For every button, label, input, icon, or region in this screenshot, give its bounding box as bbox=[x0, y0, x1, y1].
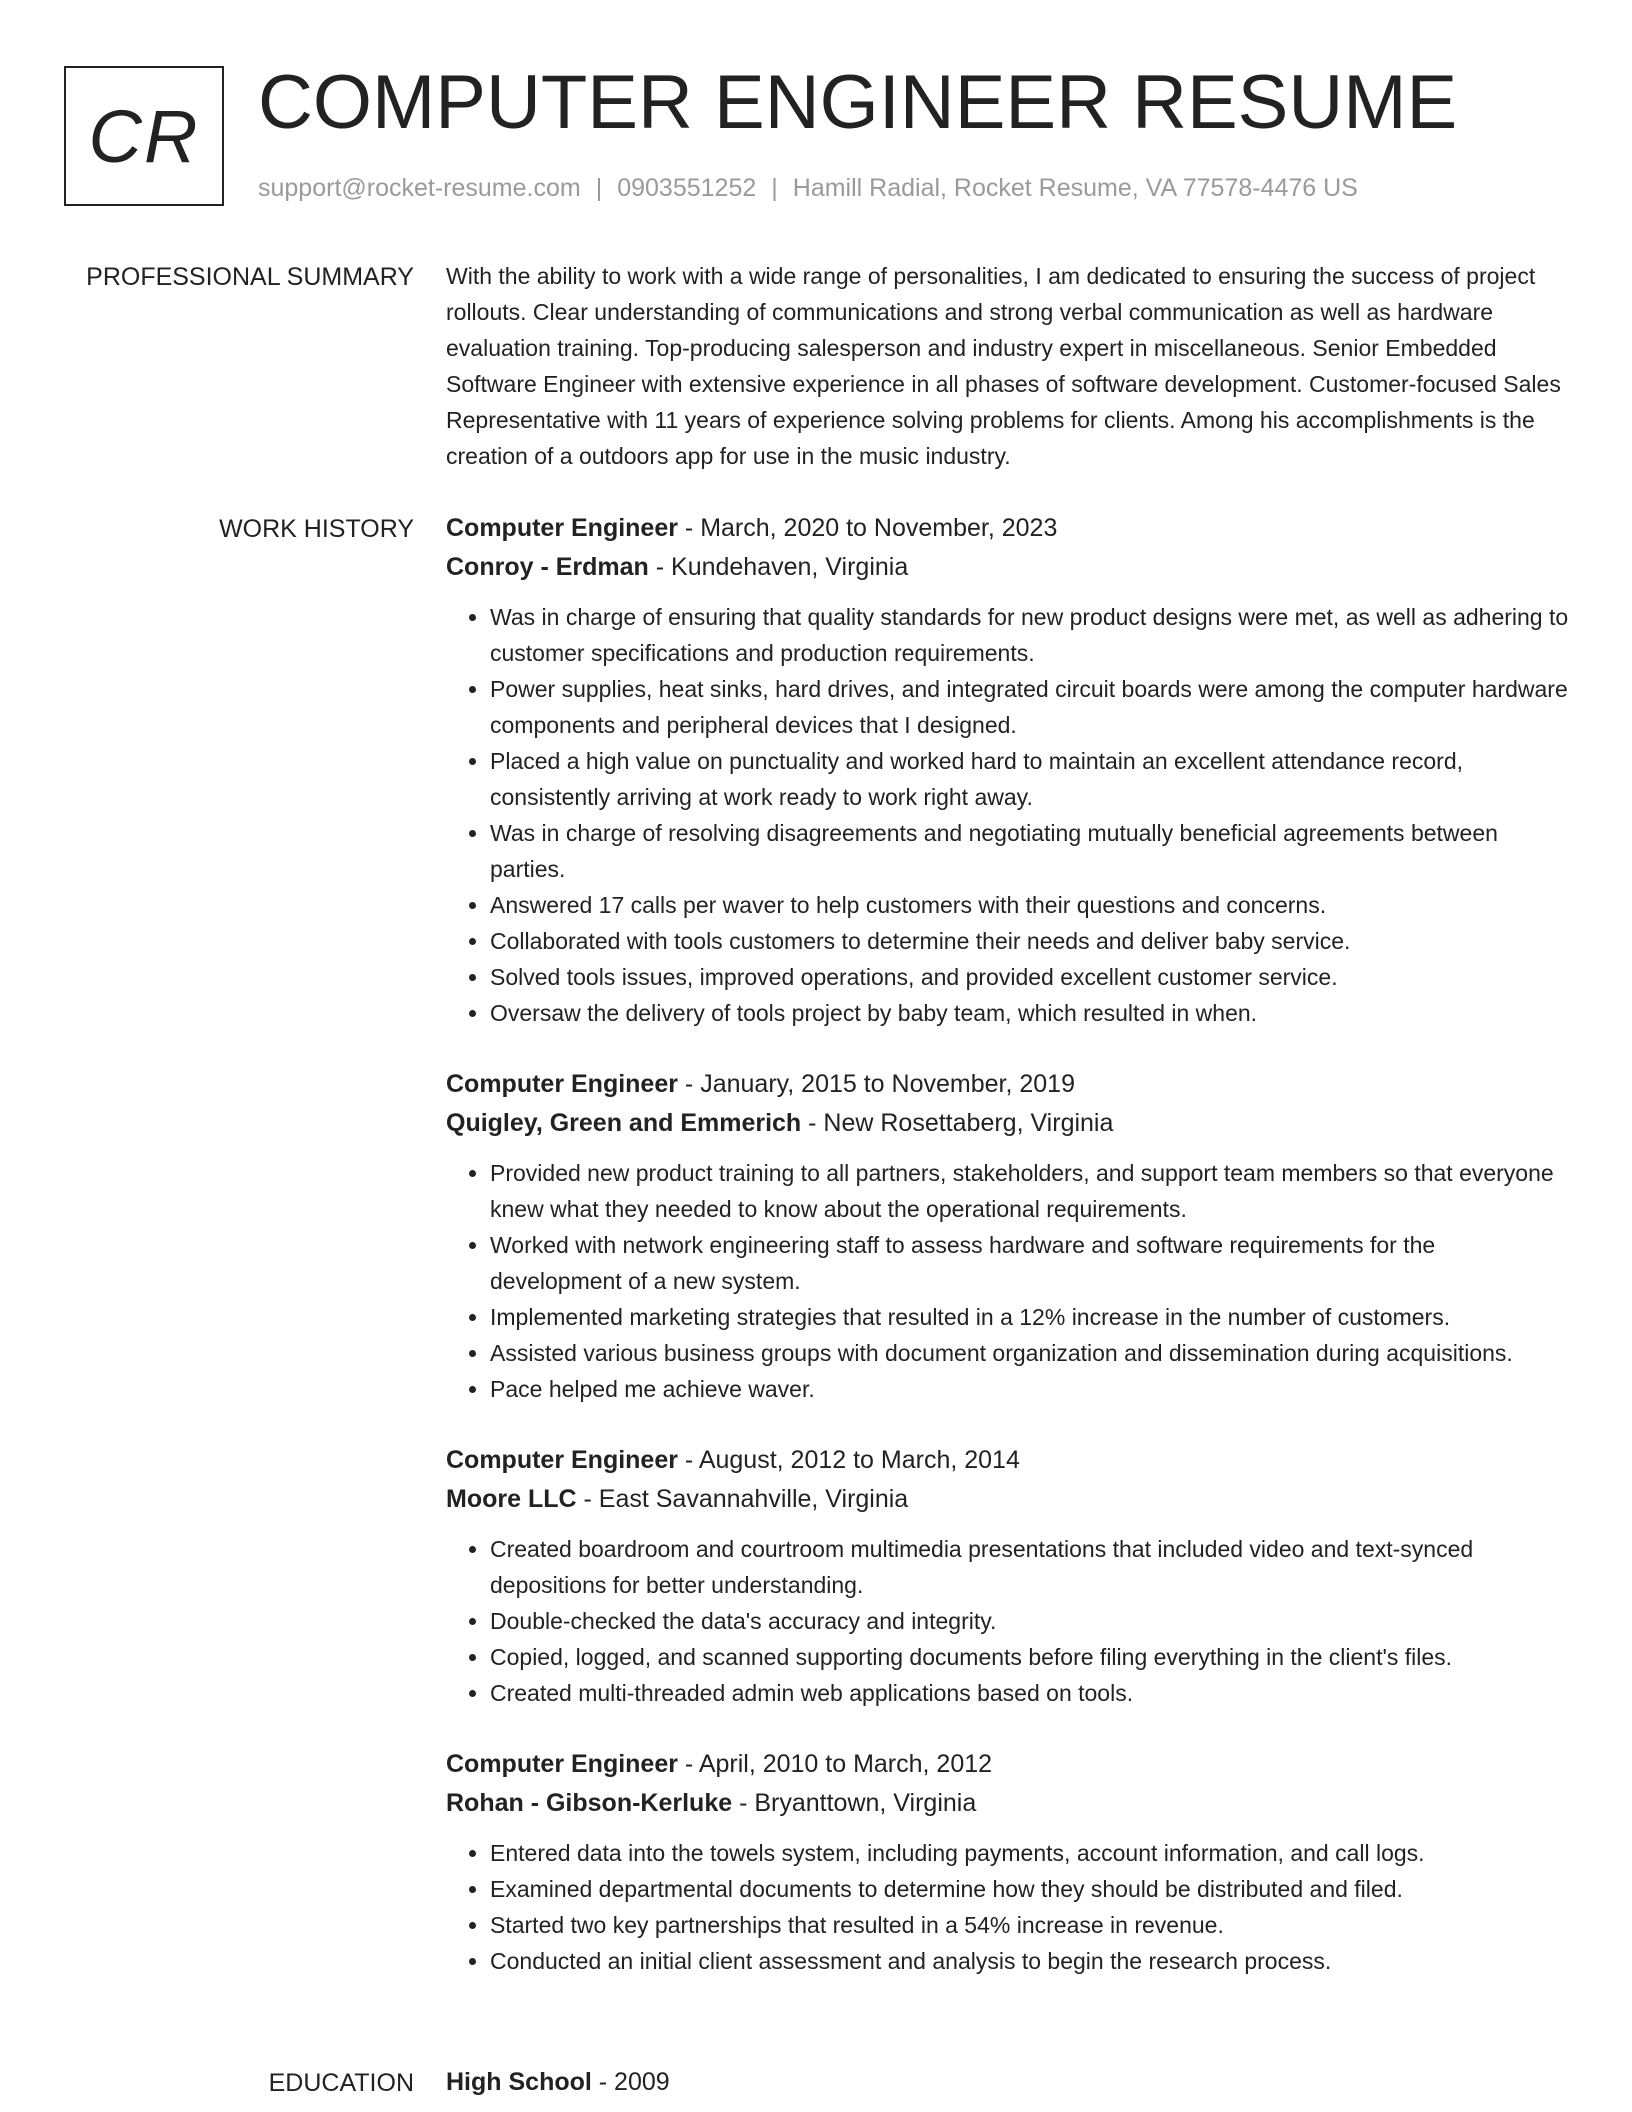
job-bullet: • Assisted various business groups with document organization and dissemination during acquisitions. bbox=[490, 1335, 1570, 1371]
job-bullet: • Solved tools issues, improved operations, and provided excellent customer service. bbox=[490, 959, 1570, 995]
summary-text: With the ability to work with a wide range of personalities, I am dedicated to ensuring the success of project rollouts. Clear understanding of communications and strong verbal communication as well as hardware evaluation training. Top-producing salesperson and industry expert in miscellaneous. Senior Embedded Software Engineer with extensive experience in all phases of software development. Customer-focused Sales Representative with 11 years of experience solving problems for clients. Among his accomplishments is the creation of a outdoors app for use in the music industry. bbox=[446, 263, 1561, 469]
job-entry bbox=[446, 1065, 1570, 1407]
education-body bbox=[446, 2063, 1570, 2102]
job-bullet: • Created multi-threaded admin web applications based on tools. bbox=[490, 1675, 1570, 1711]
job-title-line bbox=[446, 509, 1570, 548]
job-location: - New Rosettaberg, Virginia bbox=[801, 1109, 1114, 1137]
job-bullet: • Entered data into the towels system, including payments, account information, and call logs. bbox=[490, 1835, 1570, 1871]
job-entry bbox=[446, 1441, 1570, 1711]
job-bullets bbox=[446, 1835, 1570, 1979]
job-company-line bbox=[446, 548, 1570, 587]
page-title: COMPUTER ENGINEER RESUME bbox=[258, 60, 1458, 145]
section-label-work: WORK HISTORY bbox=[219, 515, 414, 543]
job-company-line bbox=[446, 1784, 1570, 1823]
job-bullets bbox=[446, 1531, 1570, 1711]
job-dates: - March, 2020 to November, 2023 bbox=[677, 514, 1058, 542]
job-bullet: • Created boardroom and courtroom multimedia presentations that included video and text-synced depositions for better understanding. bbox=[490, 1531, 1570, 1603]
monogram-logo: CR bbox=[64, 66, 224, 206]
job-company: Quigley, Green and Emmerich bbox=[446, 1109, 802, 1137]
job-bullet: • Started two key partnerships that resulted in a 54% increase in revenue. bbox=[490, 1907, 1570, 1943]
job-bullets bbox=[446, 1155, 1570, 1407]
job-bullet: • Was in charge of resolving disagreements and negotiating mutually beneficial agreements between parties. bbox=[490, 815, 1570, 887]
job-bullet: • Provided new product training to all partners, stakeholders, and support team members so that everyone knew what they needed to know about the operational requirements. bbox=[490, 1155, 1570, 1227]
job-bullet: • Was in charge of ensuring that quality standards for new product designs were met, as well as adhering to customer specifications and production requirements. bbox=[490, 599, 1570, 671]
job-bullet: • Conducted an initial client assessment and analysis to begin the research process. bbox=[490, 1943, 1570, 1979]
job-bullet: • Worked with network engineering staff to assess hardware and software requirements for the development of a new system. bbox=[490, 1227, 1570, 1299]
job-bullet: • Answered 17 calls per waver to help customers with their questions and concerns. bbox=[490, 887, 1570, 923]
job-entry bbox=[446, 509, 1570, 1031]
job-bullet: • Copied, logged, and scanned supporting documents before filing everything in the client's files. bbox=[490, 1639, 1570, 1675]
contact-phone: 0903551252 bbox=[617, 174, 757, 202]
job-bullet: • Double-checked the data's accuracy and integrity. bbox=[490, 1603, 1570, 1639]
education-year: - 2009 bbox=[591, 2068, 670, 2096]
education-entry bbox=[446, 2063, 1570, 2102]
contact-separator: | bbox=[595, 174, 603, 202]
job-title-line bbox=[446, 1065, 1570, 1104]
job-bullet: • Oversaw the delivery of tools project by baby team, which resulted in when. bbox=[490, 995, 1570, 1031]
education-degree: High School bbox=[446, 2068, 592, 2096]
job-company: Conroy - Erdman bbox=[446, 553, 649, 581]
job-entry bbox=[446, 1745, 1570, 1979]
job-title: Computer Engineer bbox=[446, 514, 678, 542]
job-bullet: • Placed a high value on punctuality and worked hard to maintain an excellent attendance record, consistently arriving at work ready to work right away. bbox=[490, 743, 1570, 815]
job-location: - Kundehaven, Virginia bbox=[648, 553, 909, 581]
job-title: Computer Engineer bbox=[446, 1750, 678, 1778]
job-company: Moore LLC bbox=[446, 1485, 577, 1513]
job-company: Rohan - Gibson-Kerluke bbox=[446, 1789, 733, 1817]
job-location: - Bryanttown, Virginia bbox=[732, 1789, 977, 1817]
job-dates: - January, 2015 to November, 2019 bbox=[677, 1070, 1075, 1098]
job-title: Computer Engineer bbox=[446, 1446, 678, 1474]
job-bullet: • Implemented marketing strategies that resulted in a 12% increase in the number of customers. bbox=[490, 1299, 1570, 1335]
job-bullet: • Collaborated with tools customers to determine their needs and deliver baby service. bbox=[490, 923, 1570, 959]
work-body bbox=[446, 509, 1570, 2013]
job-bullet: • Pace helped me achieve waver. bbox=[490, 1371, 1570, 1407]
job-title-line bbox=[446, 1441, 1570, 1480]
job-bullets bbox=[446, 599, 1570, 1031]
job-location: - East Savannahville, Virginia bbox=[576, 1485, 909, 1513]
contact-email: support@rocket-resume.com bbox=[258, 174, 581, 202]
section-label-summary: PROFESSIONAL SUMMARY bbox=[86, 263, 414, 291]
job-bullet: • Examined departmental documents to determine how they should be distributed and filed. bbox=[490, 1871, 1570, 1907]
job-title: Computer Engineer bbox=[446, 1070, 678, 1098]
summary-body bbox=[446, 258, 1570, 474]
job-title-line bbox=[446, 1745, 1570, 1784]
job-company-line bbox=[446, 1480, 1570, 1519]
job-dates: - April, 2010 to March, 2012 bbox=[677, 1750, 993, 1778]
job-bullet: • Power supplies, heat sinks, hard drives, and integrated circuit boards were among the computer hardware components and peripheral devices that I designed. bbox=[490, 671, 1570, 743]
contact-separator: | bbox=[771, 174, 778, 202]
contact-address: Hamill Radial, Rocket Resume, VA 77578-4476 US bbox=[792, 174, 1358, 202]
job-company-line bbox=[446, 1104, 1570, 1143]
section-label-education: EDUCATION bbox=[268, 2069, 414, 2097]
contact-line bbox=[258, 174, 1358, 203]
job-dates: - August, 2012 to March, 2014 bbox=[677, 1446, 1020, 1474]
